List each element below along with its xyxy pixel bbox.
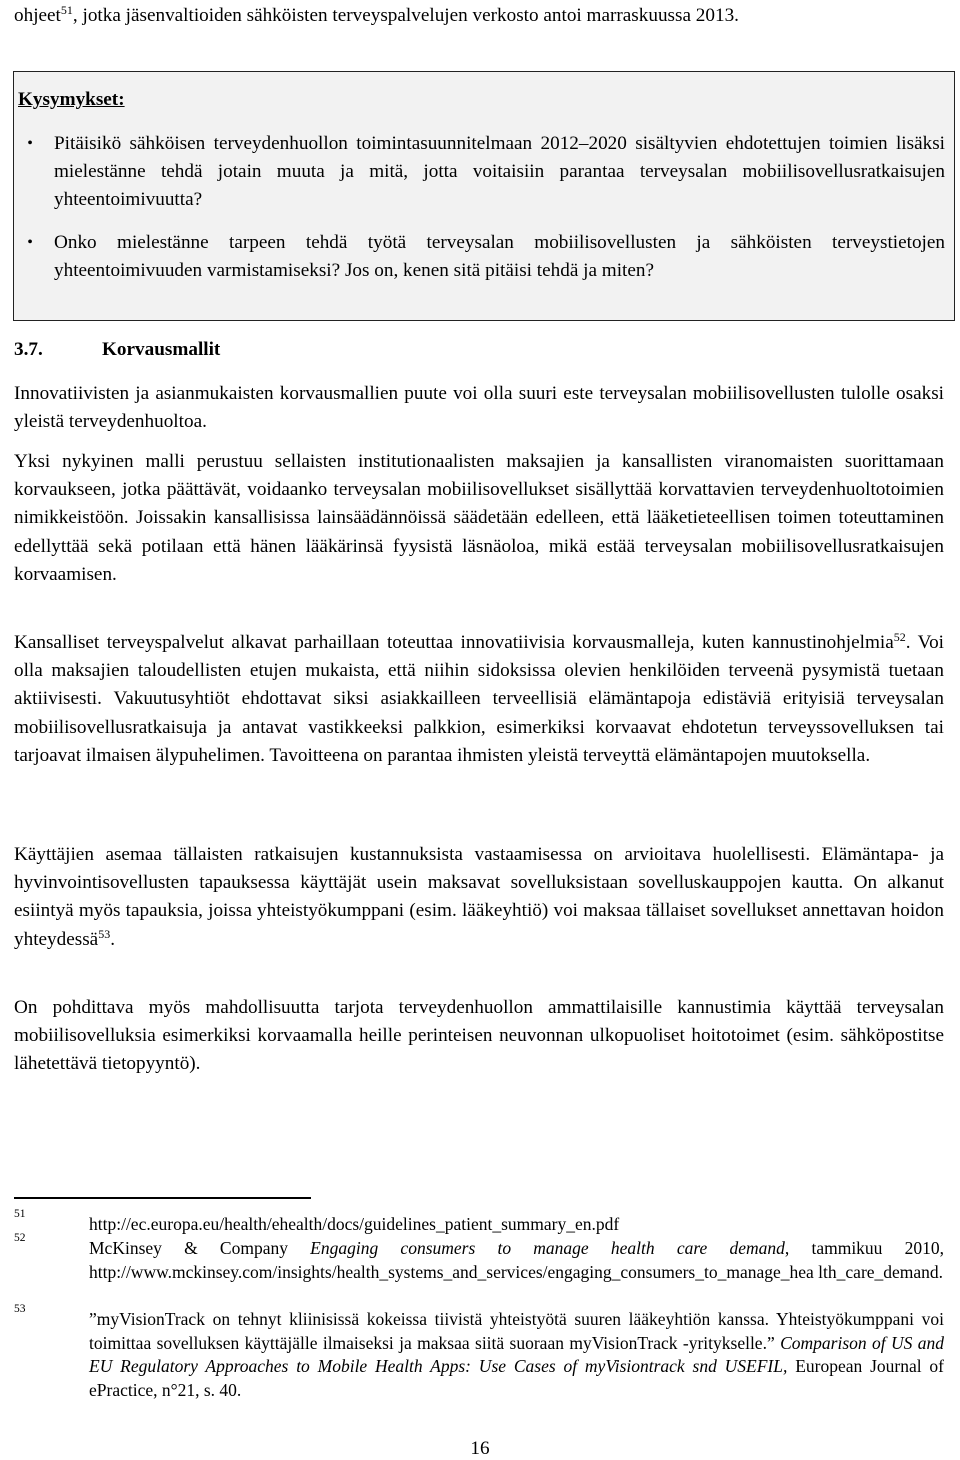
paragraph-4-text-before: Käyttäjien asemaa tällaisten ratkaisujen kustannuksista vastaamisessa on arvioitava huolellisesti. Elämäntapa- ja hyvinvointisovellusten tapauksessa käyttäjät usein maksavat sovelluksistaan sovelluskauppojen kautta. On alkanut esiintyä myös tapauksia, joissa yhteistyökumppani (esim. lääkeyhtiö) voi maksaa tällaiset sovellukset annettavan hoidon yhteydessä — [14, 844, 944, 950]
footnote-52-post[interactable]: , tammikuu 2010, http://www.mckinsey.com/insights/health_systems_and_services/engaging_consumers_to_manage_hea lth_care_demand. — [89, 1238, 945, 1282]
footnote-53-pre: ”myVisionTrack on tehnyt kliinisissä kokeissa tiivistä yhteistyötä suuren lääkeyhtiön kanssa. Yhteistyökumppani voi toimittaa sovelluksen käyttäjälle ilmaiseksi ja maksaa siitä suoraan myVisionTrack -yritykselle.” — [89, 1309, 944, 1353]
intro-paragraph — [14, 2, 944, 30]
intro-text-before: ohjeet — [14, 5, 61, 26]
section-title: Korvausmallit — [102, 339, 221, 360]
footnote-ref-53[interactable]: 53 — [98, 926, 111, 941]
paragraph-5: On pohdittava myös mahdollisuutta tarjota terveydenhuollon ammattilaisille kannustimia käyttää terveysalan mobiilisovelluksia esimerkiksi korvaamalla heille perinteisen neuvonnan ulkopuoliset hoitotoimet (esim. sähköpostitse lähetettävä tietopyyntö). — [14, 997, 944, 1075]
intro-text-after: , jotka jäsenvaltioiden sähköisten terveyspalvelujen verkosto antoi marraskuussa 2013. — [72, 5, 739, 26]
footnote-link[interactable]: http://ec.europa.eu/health/ehealth/docs/guidelines_patient_summary_en.pdf — [89, 1214, 620, 1234]
questions-title: Kysymykset: — [18, 89, 125, 110]
footnote-text — [89, 1308, 944, 1402]
page-number: 16 — [470, 1438, 490, 1459]
paragraph-4-text-after: . — [110, 928, 115, 950]
footnote-separator — [14, 1197, 311, 1199]
footnote-ref-51[interactable]: 51 — [60, 3, 73, 17]
bullet-icon: • — [27, 135, 33, 152]
footnote-text — [89, 1237, 944, 1284]
question-text: Onko mielestänne tarpeen tehdä työtä terveysalan mobiilisovellusten ja sähköisten terveystietojen yhteentoimivuuden varmistamiseksi? Jos on, kenen sitä pitäisi tehdä ja miten? — [54, 232, 945, 282]
paragraph-1: Innovatiivisten ja asianmukaisten korvausmallien puute voi olla suuri este terveysalan mobiilisovellusten tulolle osaksi yleistä terveydenhuoltoa. — [14, 383, 944, 433]
question-text: Pitäisikö sähköisen terveydenhuollon toimintasuunnitelmaan 2012–2020 sisältyvien ehdotettujen toimien lisäksi mielestänne tehdä jotain muuta ja mitä, jotta voitaisiin parantaa terveysalan mobiilisovellusratkaisujen yhteentoimivuutta? — [54, 133, 945, 211]
paragraph-3 — [14, 629, 944, 770]
footnote-number: 52 — [14, 1232, 26, 1244]
footnote-number: 53 — [14, 1303, 26, 1315]
footnote-52-pre: McKinsey & Company — [89, 1238, 311, 1258]
footnote-53-post: European Journal of ePractice, n°21, s. 40. — [89, 1356, 944, 1400]
footnote-number: 51 — [14, 1208, 26, 1220]
questions-box — [13, 71, 955, 321]
section-heading — [14, 339, 220, 361]
footnote-52-title: Engaging consumers to manage health care demand — [310, 1238, 785, 1258]
paragraph-3-text-after: . Voi olla maksajien taloudellisten etujen mukaista, että niihin sidoksissa olevien henkilöiden terveenä pysymistä tuetaan aktiivisesti. Vakuutusyhtiöt ehdottavat siksi asiakkailleen terveellisiä elämäntapoja edistäviä erityisiä terveysalan mobiilisovellusratkaisuja ja antavat vastikkeeksi palkkion, esimerkiksi korvaavat ehdotetun terveyssovelluksen tai tarjoavat ilmaisen älypuhelimen. Tavoitteena on parantaa ihmisten yleistä terveyttä elämäntapojen muutoksella. — [14, 632, 944, 766]
footnote-ref-52[interactable]: 52 — [893, 630, 906, 644]
paragraph-3-text-before: Kansalliset terveyspalvelut alkavat parhaillaan toteuttaa innovatiivisia korvausmalleja, kuten kannustinohjelmia — [14, 632, 894, 653]
bullet-icon: • — [27, 234, 33, 251]
paragraph-4 — [14, 841, 944, 954]
section-number: 3.7. — [14, 339, 43, 360]
paragraph-2: Yksi nykyinen malli perustuu sellaisten institutionaalisten maksajien ja kansallisten viranomaisten suorittamaan korvaukseen, jotka päättävät, voidaanko terveysalan mobiilisovellukset sisällyttää korvattavien terveydenhuoltotoimien nimikkeistöön. Joissakin kansallisissa lainsäädännöissä säädetään edelleen, että lääketieteellisen toimen toteuttaminen edellyttää sekä potilaan että hänen lääkärinsä fyysistä läsnäoloa, mikä estää terveysalan mobiilisovellusratkaisujen korvaamisen. — [14, 451, 944, 585]
footnote-53-title: Comparison of US and EU Regulatory Approaches to Mobile Health Apps: Use Cases of myVisiontrack snd USEFIL, — [89, 1332, 944, 1376]
